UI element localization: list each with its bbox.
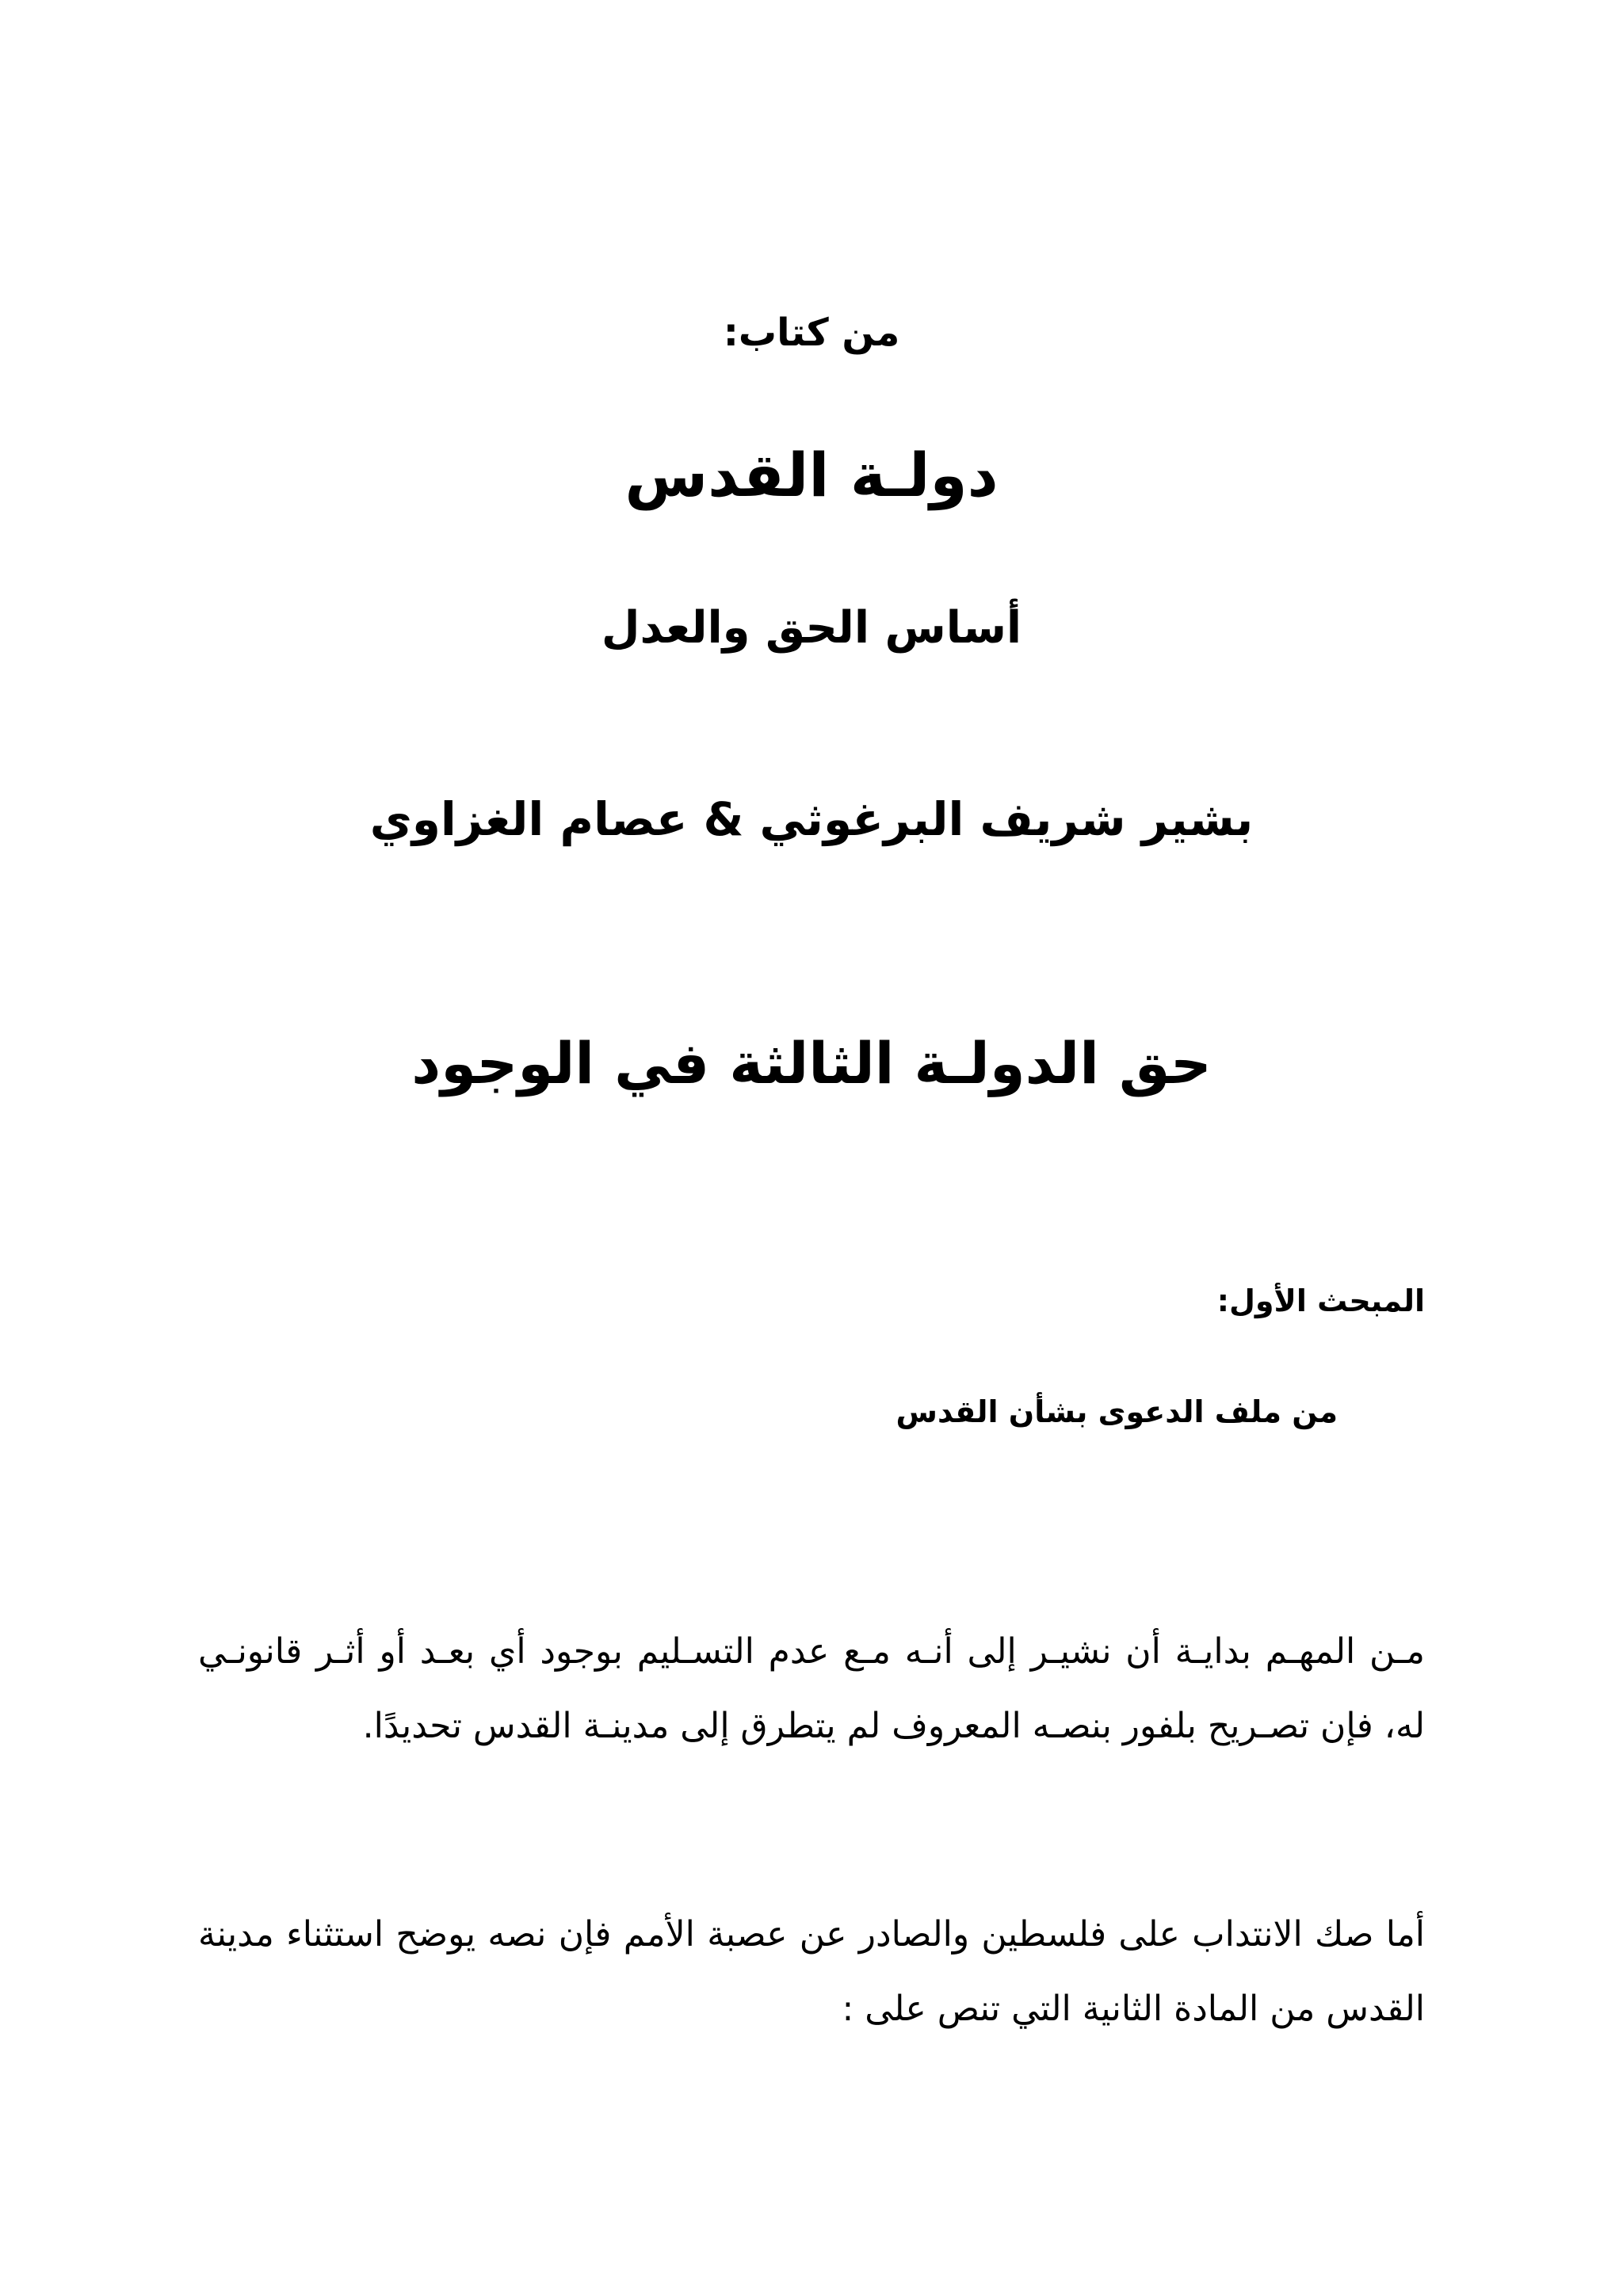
section-label: المبحث الأول: bbox=[1216, 1283, 1425, 1318]
book-title: دولـة القدس bbox=[624, 440, 999, 510]
section-subtitle: من ملف الدعوى بشأن القدس bbox=[896, 1394, 1338, 1429]
from-book-label: من كتاب: bbox=[723, 311, 900, 355]
book-subtitle: أساس الحق والعدل bbox=[601, 602, 1022, 654]
book-authors: بشير شريف البرغوثي & عصام الغزاوي bbox=[369, 792, 1254, 846]
body-paragraph: مـن المهـم بدايـة أن نشيـر إلى أنـه مـع عدم التسـليم بوجود أي بعـد أو أثـر قانونـي له، فإن تصـريح بلفور بنصـه المعروف لم يتطرق إلى مدينـة القدس تحديدًا. bbox=[198, 1631, 1425, 1746]
chapter-title: حق الدولـة الثالثة في الوجود bbox=[411, 1030, 1212, 1097]
body-paragraph: أما صك الانتداب على فلسطين والصادر عن عصبة الأمم فإن نصه يوضح استثناء مدينة القدس من المادة الثانية التي تنص على : bbox=[198, 1914, 1425, 2029]
